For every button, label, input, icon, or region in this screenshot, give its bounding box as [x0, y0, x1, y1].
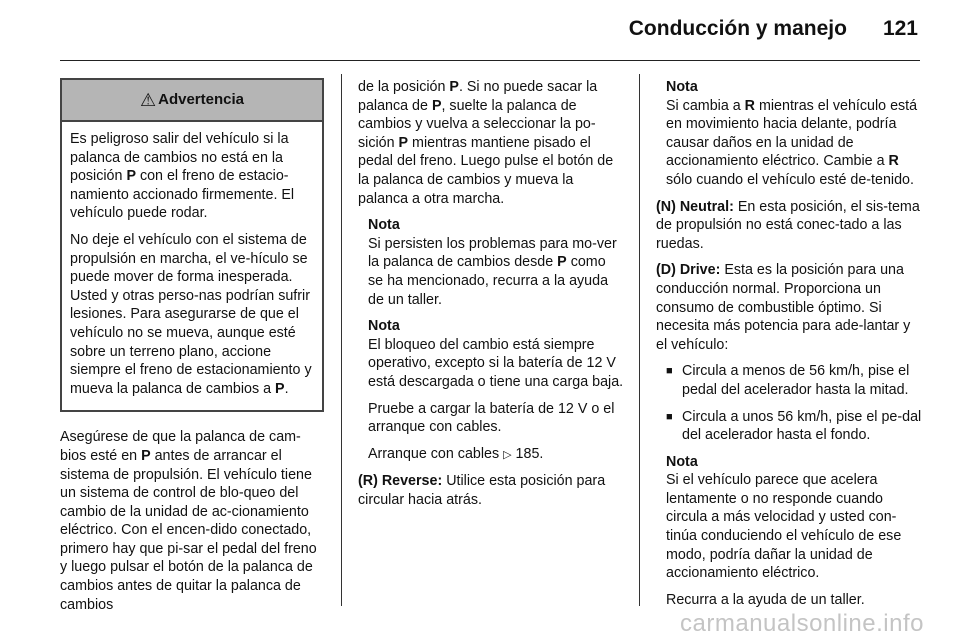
column-1 — [60, 78, 324, 622]
warning-title: Advertencia — [158, 90, 244, 108]
drive-description: (D) Drive: Esta es la posición para una conducción normal. Proporciona un consumo de combustible óptimo. Si necesita más potencia para ade-lantar y el vehículo: — [656, 262, 911, 353]
warning-paragraph-1: Es peligroso salir del vehículo si la palanca de cambios no está en la posición P con el freno de estacio-namiento accionado firmemente. El vehículo puede rodar. — [70, 131, 295, 222]
list-item: ■ Circula a unos 56 km/h, pise el pe-dal del acelerador hasta el fondo. — [666, 408, 922, 444]
reverse-description: (R) Reverse: Utilice esta posición para circular hacia atrás. — [358, 473, 606, 508]
note-4-workshop: Recurra a la ayuda de un taller. — [666, 591, 865, 608]
note-label: Nota — [368, 318, 400, 335]
note-4-text: Si el vehículo parece que acelera lentamente o no responde cuando circula a más velocidad y usted con-tinúa conduciendo el vehículo de ese modo, podría dañar la unidad de accionamiento eléctrico. — [666, 472, 902, 582]
neutral-description: (N) Neutral: En esta posición, el sis-tema de propulsión no está conec-tado a las ruedas. — [656, 198, 920, 252]
warning-box — [60, 78, 324, 412]
column-divider-right — [639, 74, 640, 606]
square-bullet-icon: ■ — [666, 410, 673, 423]
note-3: Nota Si cambia a R mientras el vehículo está en movimiento hacia delante, podría causar daños en la unidad de accionamiento eléctrico. Cambie a R sólo cuando el vehículo esté de-tenido. — [666, 78, 922, 190]
square-bullet-icon: ■ — [666, 365, 673, 378]
note-2-jump-start: Arranque con cables ▷ 185. — [368, 445, 544, 462]
watermark: carmanualsonline.info — [680, 610, 924, 637]
note-label: Nota — [666, 79, 698, 95]
list-item: ■ Circula a menos de 56 km/h, pise el pedal del acelerador hasta la mitad. — [666, 363, 910, 398]
header-rule — [60, 60, 920, 61]
page-reference-icon: ▷ — [503, 448, 512, 461]
column-divider-left — [341, 74, 342, 606]
warning-body — [62, 122, 322, 410]
note-2-charge-battery: Pruebe a cargar la batería de 12 V o el arranque con cables. — [368, 400, 615, 436]
section-title: Conducción y manejo — [628, 17, 847, 40]
warning-paragraph-2: No deje el vehículo con el sistema de propulsión en marcha, el ve-hículo se puede mover de forma inesperada. Usted y otras perso-nas podrían sufrir lesiones. Para asegurarse de que el vehículo no se mueva, aunque esté sobre un terreno plano, accione siempre el freno de estacionamiento y mueva la palanca de cambios a P. — [70, 231, 312, 397]
paragraph-shift-lock: Asegúrese de que la palanca de cam-bios esté en P antes de arrancar el sistema de propulsión. El vehículo tiene un sistema de control de blo-queo del cambio de la unidad de ac-cionamiento eléctrico. Con el encen-dido conectado, primero hay que pi-sar el pedal del freno y luego pulsar el botón de la palanca de cambios antes de quitar la palanca de cambios — [60, 429, 317, 613]
drive-bullet-list — [656, 362, 922, 444]
page-number: 121 — [882, 17, 918, 40]
note-4 — [666, 453, 922, 610]
paragraph-continued: de la posición P. Si no puede sacar la palanca de P, suelte la palanca de cambios y vuelva a seleccionar la po-sición P mientras mantiene pisado el pedal del freno. Luego pulse el botón de la palanca de cambios y mueva la palanca a otra marcha. — [358, 79, 614, 207]
note-1: Nota Si persisten los problemas para mo-ver la palanca de cambios desde P como se ha mencionado, recurra a la ayuda de un taller. — [368, 216, 624, 309]
note-2 — [368, 317, 624, 464]
warning-header — [62, 80, 322, 122]
page-header — [629, 14, 918, 44]
note-2-text: El bloqueo del cambio está siempre operativo, excepto si la batería de 12 V está descargada o tiene una carga baja. — [368, 336, 624, 390]
column-2 — [358, 78, 624, 517]
note-label: Nota — [368, 217, 400, 234]
note-label: Nota — [666, 453, 698, 470]
warning-triangle-icon: ⚠ — [139, 90, 157, 110]
column-3 — [656, 78, 922, 617]
